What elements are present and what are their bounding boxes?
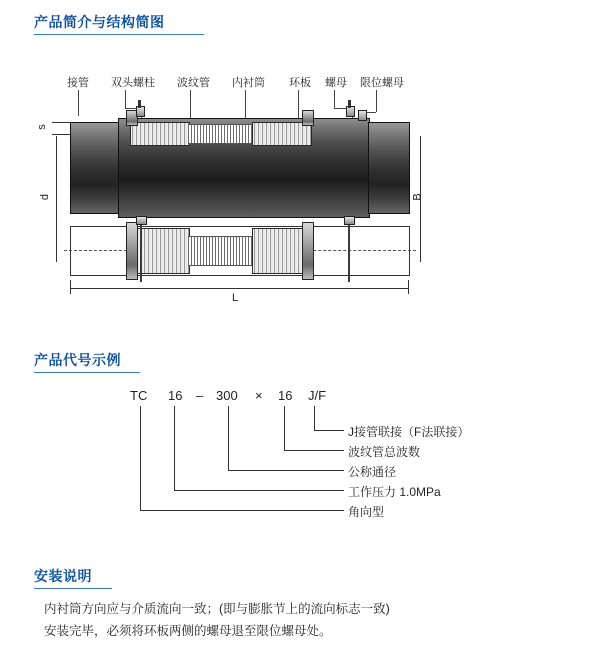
dim-s-label: s	[35, 124, 48, 130]
dim-B-label: B	[411, 193, 424, 201]
installation-note-1: 内衬筒方向应与介质流向一致；(即与膨胀节上的流向标志一致)	[44, 602, 390, 616]
dim-L-line	[70, 288, 408, 289]
leader-line-stud	[125, 90, 126, 108]
dim-L-tick-right	[408, 280, 409, 294]
leader-line-ring-plate	[298, 90, 299, 118]
code-desc-type: 角向型	[348, 505, 385, 519]
code-leader-connection-v	[314, 406, 315, 430]
tie-rod-right	[348, 216, 350, 282]
nut-lower-right	[344, 216, 355, 225]
section-title-underline-3	[34, 588, 112, 589]
leader-line-nozzle	[78, 90, 79, 116]
dim-L-tick-left	[70, 280, 71, 294]
ring-plate-right	[302, 110, 314, 126]
left-end-pipe	[70, 122, 120, 214]
code-token-diameter: 300	[216, 388, 238, 403]
ring-plate-lower-left	[126, 222, 138, 280]
code-leader-diameter-h	[228, 470, 344, 471]
code-leader-type-v	[140, 406, 141, 510]
code-token-pressure: 16	[168, 388, 183, 403]
structure-diagram	[35, 66, 460, 304]
code-leader-waves-v	[284, 406, 285, 450]
section-title-structure: 产品简介与结构简图	[34, 14, 165, 30]
nut-lower-left	[136, 216, 147, 225]
code-desc-diameter: 公称通径	[348, 465, 397, 479]
code-token-waves: 16	[278, 388, 293, 403]
installation-notes	[44, 598, 564, 642]
dim-d-line	[56, 136, 57, 262]
liner-hatch-upper	[188, 124, 252, 144]
callout-label-double-end-stud: 双头螺柱	[111, 77, 155, 89]
stud-upper-right	[348, 100, 351, 108]
code-desc-connection: J接管联接（F法联接）	[348, 425, 470, 439]
leader-line-bellows	[190, 90, 191, 118]
code-leader-pressure-v	[174, 406, 175, 490]
code-leader-connection-h	[314, 430, 344, 431]
callout-label-nut: 螺母	[325, 77, 347, 89]
code-leader-type-h	[140, 510, 344, 511]
code-token-dash: –	[196, 388, 204, 403]
code-leader-pressure-h	[174, 490, 344, 491]
callout-label-bellows: 波纹管	[177, 77, 210, 89]
dim-s-line-bottom	[52, 134, 70, 135]
code-desc-pressure: 工作压力 1.0MPa	[348, 485, 441, 499]
stud-upper-left	[138, 100, 141, 108]
code-desc-waves: 波纹管总波数	[348, 445, 421, 459]
code-designation-diagram	[110, 380, 570, 540]
section-title-installation: 安装说明	[34, 568, 92, 584]
section-title-underline-1	[34, 34, 204, 35]
bellows-upper-left	[130, 122, 190, 146]
leader-line-nut	[334, 90, 335, 108]
code-token-times: ×	[255, 388, 263, 403]
callout-label-ring-plate: 环板	[289, 77, 311, 89]
callout-label-liner: 内衬筒	[232, 77, 265, 89]
section-title-code: 产品代号示例	[34, 352, 121, 368]
dim-d-label: d	[39, 193, 52, 201]
code-token-type: TC	[130, 388, 148, 403]
dim-s-line-top	[52, 122, 70, 123]
installation-note-2: 安装完毕，必须将环板两侧的螺母退至限位螺母处。	[44, 624, 332, 638]
code-leader-waves-h	[284, 450, 344, 451]
right-end-pipe	[368, 122, 410, 214]
code-leader-diameter-v	[228, 406, 229, 470]
leader-line-limit-nut	[376, 90, 377, 112]
bellows-lower-left	[130, 228, 190, 274]
callout-label-nozzle: 接管	[67, 77, 89, 89]
dim-L-label: L	[232, 292, 239, 304]
callout-label-limit-nut: 限位螺母	[360, 77, 404, 89]
code-token-connection: J/F	[308, 388, 327, 403]
ring-plate-lower-right	[302, 222, 314, 280]
section-title-underline-2	[34, 372, 140, 373]
tie-rod-left	[140, 216, 142, 282]
limit-nut-upper	[358, 110, 367, 121]
liner-hatch-lower	[188, 236, 252, 266]
